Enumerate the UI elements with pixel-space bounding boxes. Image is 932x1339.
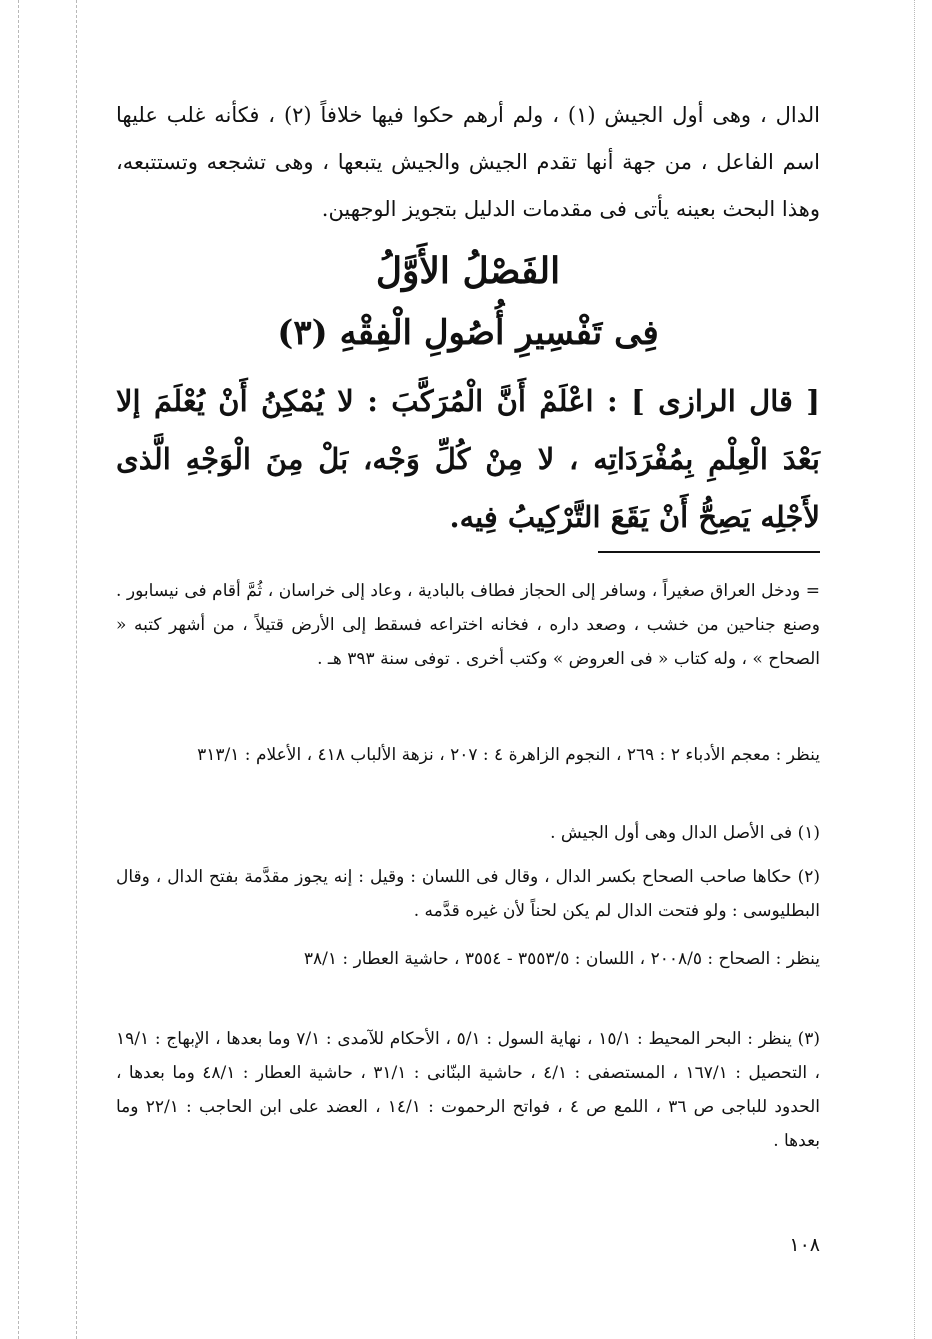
page-number: ١٠٨ <box>789 1234 820 1256</box>
scan-margin-line <box>76 0 77 1339</box>
footnote-2-refs: ينظر : الصحاح : ٢٠٠٨/٥ ، اللسان : ٣٥٥٣/٥ - ٣٥٥٤ ، حاشية العطار : ٣٨/١ <box>303 949 820 969</box>
chapter-subtitle: فِى تَفْسِيرِ أُصُولِ الْفِقْهِ (٣) <box>277 313 659 353</box>
scan-margin-line <box>914 0 915 1339</box>
footnote-1: (١) فى الأصل الدال وهى أول الجيش . <box>550 823 820 843</box>
main-paragraph: الدال ، وهى أول الجيش (١) ، ولم أرهم حكوا فيها خلافاً (٢) ، فكأنه غلب عليها اسم الفاعل ، من جهة أنها تقدم الجيش والجيش يتبعها ، وهى تشجعه وتستتبعه، وهذا البحث بعينه يأتى فى مقدمات الدليل بتجويز الوجهين. <box>116 103 820 221</box>
footnote-2: (٢) حكاها صاحب الصحاح بكسر الدال ، وقال فى اللسان : وقيل : إنه يجوز مقدَّمة بفتح الدال ، وقال البطليوسى : ولو فتحت الدال لم يكن لحناً لأن غيره قدَّمه . <box>116 867 820 921</box>
footnote-continuation: = ودخل العراق صغيراً ، وسافر إلى الحجاز فطاف بالبادية ، وعاد إلى خراسان ، ثُمَّ أقام فى نيسابور . وصنع جناحين من خشب ، وصعد داره ، فخانه اختراعه فسقط إلى الأرض قتيلاً ، من أشهر كتبه « الصحاح » ، وله كتاب « فى العروض » وكتب أخرى . توفى سنة ٣٩٣ هـ . <box>116 581 820 669</box>
quoted-text: [ قال الرازى ] : اعْلَمْ أَنَّ الْمُرَكَّبَ : لا يُمْكِنُ أَنْ يُعْلَمَ إلا بَعْدَ الْعِلْمِ بِمُفْرَدَاتِه ، لا مِنْ كُلِّ وَجْه، بَلْ مِنَ الْوَجْهِ الَّذى لأَجْلِه يَصِحُّ أَنْ يَقَعَ التَّرْكِيبُ فِيه. <box>116 384 820 534</box>
scan-margin-line <box>18 0 19 1339</box>
footnote-continuation-refs: ينظر : معجم الأدباء ٢ : ٢٦٩ ، النجوم الزاهرة ٤ : ٢٠٧ ، نزهة الألباب ٤١٨ ، الأعلام : ٣١٣/١ <box>197 745 820 765</box>
footnote-3: (٣) ينظر : البحر المحيط : ١٥/١ ، نهاية السول : ٥/١ ، الأحكام للآمدى : ٧/١ وما بعدها ، الإبهاج : ١٩/١ ، التحصيل : ١٦٧/١ ، المستصفى : ٤/١ ، حاشية البنّانى : ٣١/١ ، حاشية العطار : ٤٨/١ وما بعدها ، الحدود للباجى ص ٣٦ ، اللمع ص ٤ ، فواتح الرحموت : ١٤/١ ، العضد على ابن الحاجب : ٢٢/١ وما بعدها . <box>116 1029 821 1151</box>
chapter-title: الفَصْلُ الأَوَّلُ <box>375 250 561 292</box>
footnote-separator <box>598 551 820 553</box>
